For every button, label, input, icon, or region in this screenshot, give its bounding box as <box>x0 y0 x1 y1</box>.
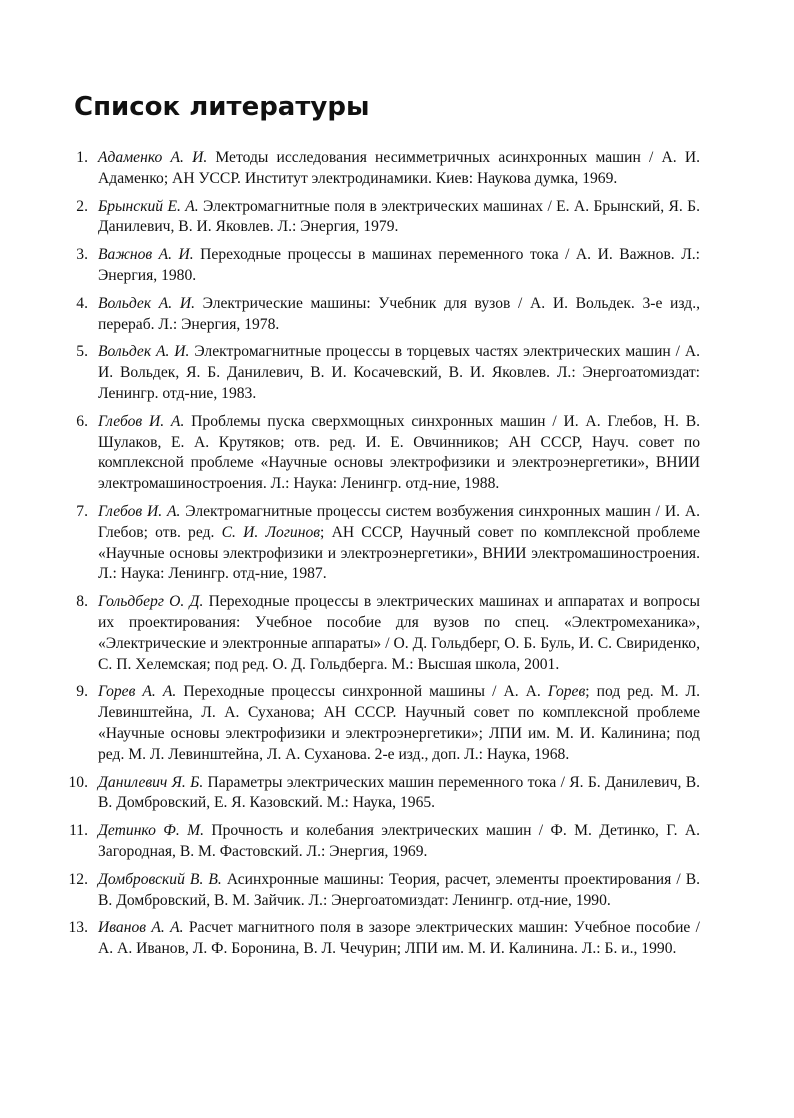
reference-number: 2. <box>76 197 88 215</box>
reference-author: Детинко Ф. М. <box>98 822 204 840</box>
reference-item <box>60 412 700 495</box>
reference-text-continued: ; под ред. М. Л. Левинштейна, Л. А. Суханова; АН СССР. Научный совет по комплексной проблеме «Научные основы электрофизики и электроэнергетики»; ЛПИ им. М. И. Калинина; под ред. М. Л. Левинштейна, Л. А. Суханова. 2-е изд., доп. Л.: Наука, 1968. <box>98 683 700 763</box>
reference-item <box>60 148 700 190</box>
reference-author: Домбровский В. В. <box>98 870 222 888</box>
reference-author-emphasis: Горев <box>547 683 586 701</box>
reference-item <box>60 245 700 287</box>
reference-author: Иванов А. А. <box>98 919 184 937</box>
reference-item <box>60 342 700 404</box>
reference-item <box>60 197 700 239</box>
reference-text: Расчет магнитного поля в зазоре электрических машин: Учебное пособие / А. А. Иванов, Л. Ф. Боронина, В. Л. Чечурин; ЛПИ им. М. И. Калинина. Л.: Б. и., 1990. <box>98 919 701 958</box>
reference-text: Электромагнитные процессы систем возбужения синхронных машин / И. А. Глебов; отв. ред. <box>98 502 700 541</box>
reference-number: 13. <box>68 919 88 937</box>
reference-number: 12. <box>68 870 88 888</box>
reference-text: Методы исследования несимметричных асинхронных машин / А. И. Адаменко; АН УССР. Институт электродинамики. Киев: Наукова думка, 1969. <box>98 149 700 187</box>
reference-text: Электромагнитные процессы в торцевых частях электрических машин / А. И. Вольдек, Я. Б. Данилевич, В. И. Косачевский, В. И. Яковлев. Л.: Энергоатомиздат: Ленингр. отд-ние, 1983. <box>98 343 700 402</box>
reference-author: Вольдек А. И. <box>98 294 195 312</box>
page-title: Список литературы <box>74 92 370 122</box>
reference-author: Горев А. А. <box>98 683 177 701</box>
reference-author: Глебов И. А. <box>98 502 181 520</box>
reference-author: Глебов И. А. <box>98 412 185 430</box>
reference-text: Электромагнитные поля в электрических машинах / Е. А. Брынский, Я. Б. Данилевич, В. И. Яковлев. Л.: Энергия, 1979. <box>98 197 700 236</box>
reference-author: Брынский Е. А. <box>98 197 199 215</box>
reference-number: 7. <box>76 502 88 520</box>
reference-text: Переходные процессы в машинах переменного тока / А. И. Важнов. Л.: Энергия, 1980. <box>98 246 700 284</box>
reference-number: 10. <box>68 773 88 791</box>
reference-number: 11. <box>69 822 88 840</box>
reference-author: Вольдек А. И. <box>98 343 190 361</box>
reference-text: Проблемы пуска сверхмощных синхронных машин / И. А. Глебов, Н. В. Шулаков, Е. А. Крутяков; отв. ред. И. Е. Овчинников; АН СССР, Науч. совет по комплексной проблеме «Научные основы электрофизики и электроэнергетики», ВНИИ электромашиностроения. Л.: Наука: Ленингр. отд-ние, 1988. <box>98 412 701 493</box>
reference-author: Гольдберг О. Д. <box>98 593 204 611</box>
reference-item <box>60 870 700 912</box>
reference-text: Переходные процессы синхронной машины / А. А. <box>176 683 548 701</box>
reference-author: Важнов А. И. <box>98 246 194 264</box>
reference-text: Асинхронные машины: Теория, расчет, элементы проектирования / В. В. Домбровский, В. М. Зайчик. Л.: Энергоатомиздат: Ленингр. отд-ние, 1990. <box>98 870 701 909</box>
reference-editor: С. И. Логинов <box>221 523 321 541</box>
reference-number: 5. <box>76 343 88 361</box>
reference-text: Прочность и колебания электрических машин / Ф. М. Детинко, Г. А. Загородная, В. М. Фастовский. Л.: Энергия, 1969. <box>98 822 700 860</box>
reference-text: Электрические машины: Учебник для вузов / А. И. Вольдек. 3-е изд., перераб. Л.: Энергия, 1978. <box>98 294 700 333</box>
reference-number: 6. <box>76 412 88 430</box>
reference-number: 3. <box>76 246 88 264</box>
reference-item <box>60 682 700 765</box>
reference-text: Переходные процессы в электрических машинах и аппаратах и вопросы их проектирования: Учебное пособие для вузов по спец. «Электромеханика», «Электрические и электронные аппараты» / О. Д. Гольдберг, О. Б. Буль, И. С. Свириденко, С. П. Хелемская; под ред. О. Д. Гольдберга. М.: Высшая школа, 2001. <box>98 593 700 673</box>
reference-item <box>60 918 700 960</box>
reference-author: Адаменко А. И. <box>98 149 208 166</box>
reference-number: 9. <box>76 683 88 701</box>
reference-number: 8. <box>76 593 88 611</box>
reference-number: 1. <box>76 149 88 166</box>
reference-item <box>60 502 700 585</box>
reference-item <box>60 821 700 863</box>
reference-item <box>60 592 700 675</box>
reference-item <box>60 773 700 815</box>
reference-list <box>60 148 700 967</box>
reference-text: Параметры электрических машин переменного тока / Я. Б. Данилевич, В. В. Домбровский, Е. Я. Казовский. М.: Наука, 1965. <box>98 773 700 812</box>
reference-author: Данилевич Я. Б. <box>98 773 204 791</box>
reference-item <box>60 294 700 336</box>
reference-text-continued: ; АН СССР, Научный совет по комплексной проблеме «Научные основы электрофизики и электроэнергетики», ВНИИ электромашиностроения. Л.: Наука: Ленингр. отд-ние, 1987. <box>98 523 700 583</box>
reference-number: 4. <box>76 294 88 312</box>
